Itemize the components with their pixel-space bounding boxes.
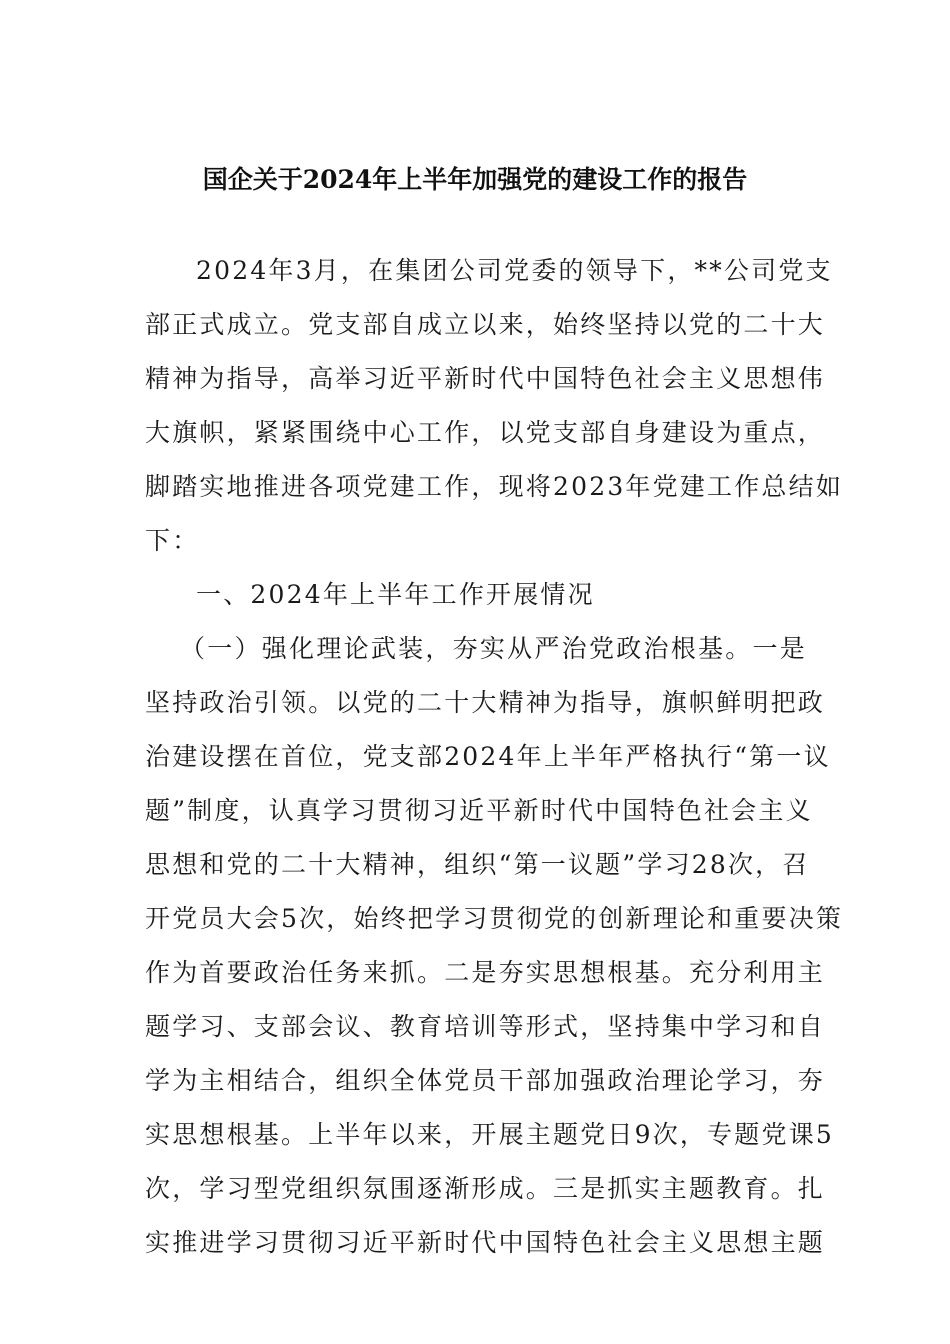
body-line: 精神为指导，高举习近平新时代中国特色社会主义思想伟 (145, 364, 826, 393)
body-line: 次，学习型党组织氛围逐渐形成。三是抓实主题教育。扎 (145, 1174, 826, 1203)
document-title: 国企关于2024年上半年加强党的建设工作的报告 (202, 165, 748, 194)
body-line: 实推进学习贯彻习近平新时代中国特色社会主义思想主题 (145, 1228, 826, 1257)
body-line: 部正式成立。党支部自成立以来，始终坚持以党的二十大 (145, 310, 826, 339)
body-line: 作为首要政治任务来抓。二是夯实思想根基。充分利用主 (145, 958, 826, 987)
body-line: 下： (145, 526, 200, 555)
body-line: 治建设摆在首位，党支部2024年上半年严格执行“第一议 (145, 742, 831, 771)
body-line: 2024年3月，在集团公司党委的领导下，**公司党支 (196, 256, 833, 285)
body-line: 实思想根基。上半年以来，开展主题党日9次，专题党课5 (145, 1120, 835, 1149)
body-line: 思想和党的二十大精神，组织“第一议题”学习28次，召 (145, 850, 810, 879)
body-line: 学为主相结合，组织全体党员干部加强政治理论学习，夯 (145, 1066, 826, 1095)
body-line: 题”制度，认真学习贯彻习近平新时代中国特色社会主义 (145, 796, 813, 825)
body-line: 题学习、支部会议、教育培训等形式，坚持集中学习和自 (145, 1012, 826, 1041)
body-line: 脚踏实地推进各项党建工作，现将2023年党建工作总结如 (145, 472, 844, 501)
body-line: 开党员大会5次，始终把学习贯彻党的创新理论和重要决策 (145, 904, 844, 933)
section-heading: 一、2024年上半年工作开展情况 (196, 580, 595, 609)
subsection-lead-line: （一）强化理论武装，夯实从严治党政治根基。一是 (180, 634, 807, 663)
body-line: 坚持政治引领。以党的二十大精神为指导，旗帜鲜明把政 (145, 688, 826, 717)
body-line: 大旗帜，紧紧围绕中心工作，以党支部自身建设为重点， (145, 418, 826, 447)
